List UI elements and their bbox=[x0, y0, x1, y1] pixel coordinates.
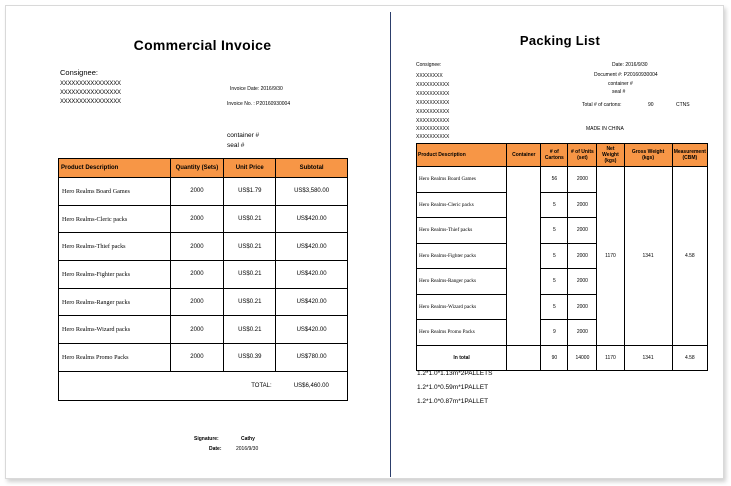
packing-consignee-line: XXXXXXXXXX bbox=[416, 126, 450, 132]
column-header: # of Cartons bbox=[541, 144, 568, 167]
product-description: Hero Realms-Thief packs bbox=[59, 233, 171, 261]
packing-consignee-line: XXXXXXXXXX bbox=[416, 109, 450, 115]
invoice-table bbox=[58, 158, 348, 401]
packing-document-number: Document #: P20160930004 bbox=[594, 72, 658, 78]
invoice-consignee-label: Consignee: bbox=[60, 68, 98, 77]
cartons: 5 bbox=[541, 192, 568, 218]
subtotal: US$420.00 bbox=[276, 205, 348, 233]
column-header: Quantity (Sets) bbox=[170, 159, 224, 178]
packing-header-row bbox=[417, 144, 708, 167]
invoice-consignee-line: XXXXXXXXXXXXXXXX bbox=[60, 99, 121, 105]
invoice-number: Invoice No. : P20160930004 bbox=[227, 101, 291, 107]
column-header: # of Units (set) bbox=[568, 144, 597, 167]
unit-price: US$0.39 bbox=[224, 344, 276, 372]
page-divider bbox=[390, 12, 391, 477]
invoice-container: container # bbox=[227, 132, 260, 139]
column-header: Gross Weight (kgs) bbox=[624, 144, 672, 167]
unit-price: US$0.21 bbox=[224, 316, 276, 344]
packing-consignee-line: XXXXXXXXXX bbox=[416, 91, 450, 97]
subtotal: US$420.00 bbox=[276, 288, 348, 316]
quantity: 2000 bbox=[170, 233, 224, 261]
product-description: Hero Realms-Wizard packs bbox=[417, 294, 507, 320]
cartons-label: Total # of cartons: bbox=[582, 102, 622, 108]
quantity: 2000 bbox=[170, 344, 224, 372]
units: 2000 bbox=[568, 192, 597, 218]
units: 2000 bbox=[568, 294, 597, 320]
subtotal-gross: 1341 bbox=[624, 345, 672, 370]
cartons: 5 bbox=[541, 243, 568, 269]
total-value: US$6,460.00 bbox=[276, 371, 348, 400]
packing-title: Packing List bbox=[519, 33, 601, 48]
subtotal-cartons: 90 bbox=[541, 345, 568, 370]
measurement: 4.58 bbox=[672, 167, 707, 346]
units: 2000 bbox=[568, 167, 597, 193]
cartons-unit: CTNS bbox=[676, 102, 690, 108]
pallet-line: 1.2*1.0*0.59m*1PALLET bbox=[417, 384, 489, 391]
total-row bbox=[59, 371, 348, 400]
cartons-value: 90 bbox=[648, 102, 654, 108]
column-header: Net Weight (kgs) bbox=[597, 144, 624, 167]
units: 2000 bbox=[568, 320, 597, 346]
cartons: 5 bbox=[541, 269, 568, 295]
cartons: 5 bbox=[541, 294, 568, 320]
unit-price: US$0.21 bbox=[224, 261, 276, 289]
cartons: 5 bbox=[541, 218, 568, 244]
column-header: Unit Price bbox=[224, 159, 276, 178]
unit-price: US$0.21 bbox=[224, 233, 276, 261]
subtotal: US$420.00 bbox=[276, 316, 348, 344]
cartons: 56 bbox=[541, 167, 568, 193]
sign-date-label: Date: bbox=[209, 446, 222, 452]
table-row bbox=[59, 205, 348, 233]
column-header: Measurement (CBM) bbox=[672, 144, 707, 167]
unit-price: US$1.79 bbox=[224, 178, 276, 206]
packing-container: container # bbox=[608, 81, 633, 87]
units: 2000 bbox=[568, 269, 597, 295]
product-description: Hero Realms Promo Packs bbox=[59, 344, 171, 372]
table-row bbox=[59, 261, 348, 289]
product-description: Hero Realms-Ranger packs bbox=[59, 288, 171, 316]
packing-date: Date: 2016/9/30 bbox=[612, 62, 648, 68]
invoice-consignee-line: XXXXXXXXXXXXXXXX bbox=[60, 81, 121, 87]
column-header: Product Description bbox=[417, 144, 507, 167]
packing-consignee-line: XXXXXXXX bbox=[416, 73, 443, 79]
table-row bbox=[59, 178, 348, 206]
subtotal-cbm: 4.58 bbox=[672, 345, 707, 370]
product-description: Hero Realms Promo Packs bbox=[417, 320, 507, 346]
container-cell bbox=[507, 167, 541, 346]
table-row bbox=[59, 233, 348, 261]
unit-price: US$0.21 bbox=[224, 205, 276, 233]
column-header: Container bbox=[507, 144, 541, 167]
product-description: Hero Realms Board Games bbox=[417, 167, 507, 193]
quantity: 2000 bbox=[170, 261, 224, 289]
product-description: Hero Realms-Fighter packs bbox=[417, 243, 507, 269]
subtotal: US$420.00 bbox=[276, 261, 348, 289]
packing-consignee-line: XXXXXXXXXX bbox=[416, 118, 450, 124]
subtotal: US$780.00 bbox=[276, 344, 348, 372]
quantity: 2000 bbox=[170, 205, 224, 233]
packing-table bbox=[416, 143, 708, 371]
product-description: Hero Realms-Ranger packs bbox=[417, 269, 507, 295]
product-description: Hero Realms Board Games bbox=[59, 178, 171, 206]
invoice-seal: seal # bbox=[227, 142, 245, 149]
invoice-consignee-line: XXXXXXXXXXXXXXXX bbox=[60, 90, 121, 96]
product-description: Hero Realms-Cleric packs bbox=[59, 205, 171, 233]
product-description: Hero Realms-Cleric packs bbox=[417, 192, 507, 218]
units: 2000 bbox=[568, 243, 597, 269]
table-row bbox=[59, 288, 348, 316]
pallet-line: 1.2*1.0*1.13m*2PALLETS bbox=[417, 370, 493, 377]
product-description: Hero Realms-Wizard packs bbox=[59, 316, 171, 344]
invoice-date: Invoice Date: 2016/9/30 bbox=[230, 86, 283, 92]
unit-price: US$0.21 bbox=[224, 288, 276, 316]
subtotal-container bbox=[507, 345, 541, 370]
table-row bbox=[59, 316, 348, 344]
quantity: 2000 bbox=[170, 178, 224, 206]
column-header: Product Description bbox=[59, 159, 171, 178]
subtotal-units: 14000 bbox=[568, 345, 597, 370]
packing-consignee-line: XXXXXXXXXX bbox=[416, 100, 450, 106]
quantity: 2000 bbox=[170, 316, 224, 344]
sign-date-value: 2016/9/30 bbox=[236, 446, 259, 452]
column-header: Subtotal bbox=[276, 159, 348, 178]
pallet-line: 1.2*1.0*0.87m*1PALLET bbox=[417, 398, 489, 405]
table-row bbox=[59, 344, 348, 372]
subtotal: US$3,580.00 bbox=[276, 178, 348, 206]
signature-label: Signature: bbox=[194, 436, 219, 442]
subtotal-row bbox=[417, 345, 708, 370]
signature-value: Cathy bbox=[241, 436, 255, 442]
product-description: Hero Realms-Fighter packs bbox=[59, 261, 171, 289]
subtotal-net: 1170 bbox=[597, 345, 624, 370]
cartons: 9 bbox=[541, 320, 568, 346]
subtotal-label: In total bbox=[417, 345, 507, 370]
subtotal: US$420.00 bbox=[276, 233, 348, 261]
invoice-title: Commercial Invoice bbox=[133, 37, 272, 53]
quantity: 2000 bbox=[170, 288, 224, 316]
packing-seal: seal # bbox=[612, 89, 626, 95]
table-row bbox=[417, 167, 708, 193]
invoice-header-row bbox=[59, 159, 348, 178]
made-in: MADE IN CHINA bbox=[586, 126, 624, 132]
packing-consignee-label: Consignee: bbox=[416, 62, 442, 68]
units: 2000 bbox=[568, 218, 597, 244]
net-weight: 1170 bbox=[597, 167, 624, 346]
total-label: TOTAL: bbox=[59, 371, 276, 400]
gross-weight: 1341 bbox=[624, 167, 672, 346]
packing-consignee-line: XXXXXXXXXX bbox=[416, 82, 450, 88]
product-description: Hero Realms-Thief packs bbox=[417, 218, 507, 244]
packing-consignee-line: XXXXXXXXXX bbox=[416, 134, 450, 140]
